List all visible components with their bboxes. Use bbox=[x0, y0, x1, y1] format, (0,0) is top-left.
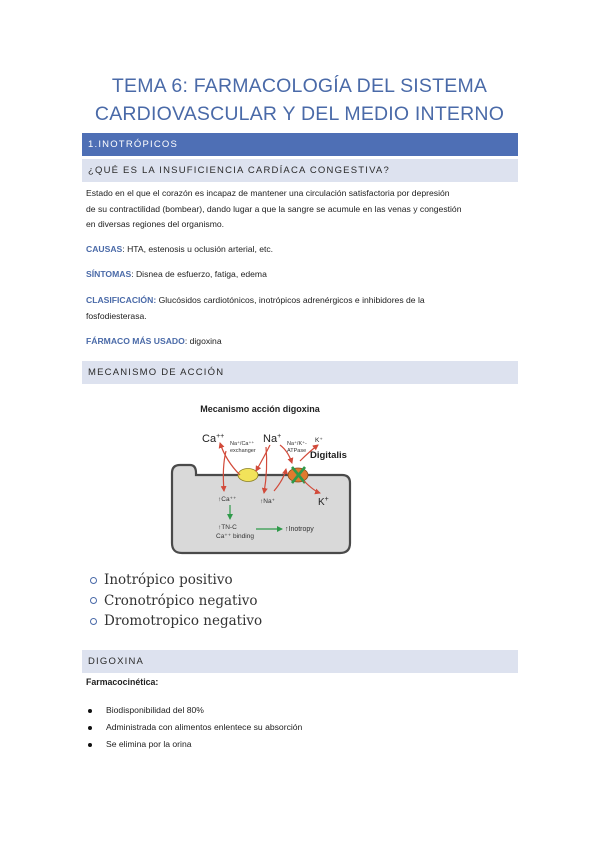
bullet-icon bbox=[88, 709, 92, 713]
circle-bullet-icon bbox=[90, 577, 97, 584]
exchanger-label-2: exchanger bbox=[230, 448, 256, 454]
farmaco-label: FÁRMACO MÁS USADO bbox=[86, 336, 185, 346]
section-header-digoxina: DIGOXINA bbox=[82, 650, 518, 673]
figure-title: Mecanismo acción digoxina bbox=[200, 404, 320, 414]
na-label: Na+ bbox=[263, 433, 282, 445]
clasificacion-line bbox=[86, 293, 516, 309]
effect-text: Cronotrópico negativo bbox=[104, 592, 258, 609]
digitalis-label: Digitalis bbox=[310, 450, 347, 461]
tnc-label-1: ↑TN-C bbox=[218, 524, 237, 531]
causas-label: CAUSAS bbox=[86, 244, 123, 254]
list-item bbox=[86, 702, 302, 719]
definition-line: de su contractilidad (bombear), dando lugar a que la sangre se acumule en las venas y congestión bbox=[86, 203, 462, 214]
circle-bullet-icon bbox=[90, 618, 97, 625]
cell-membrane-shape bbox=[172, 465, 350, 553]
farmacocinetica-heading: Farmacocinética: bbox=[86, 677, 159, 687]
section-header-mecanismo: MECANISMO DE ACCIÓN bbox=[82, 361, 518, 384]
definition-paragraph bbox=[86, 186, 516, 233]
clasificacion-paragraph bbox=[86, 293, 516, 324]
sintomas-label: SÍNTOMAS bbox=[86, 269, 132, 279]
ca-inside-label: ↑Ca⁺⁺ bbox=[218, 496, 237, 503]
effect-item bbox=[88, 591, 262, 612]
causas-text: : HTA, estenosis u oclusión arterial, etc. bbox=[122, 244, 274, 254]
effect-item bbox=[88, 611, 262, 632]
document-title-line-1: TEMA 6: FARMACOLOGÍA DEL SISTEMA bbox=[111, 75, 488, 97]
bullet-icon bbox=[88, 743, 92, 747]
circle-bullet-icon bbox=[90, 597, 97, 604]
bullet-icon bbox=[88, 726, 92, 730]
na-inside-label: ↑Na⁺ bbox=[260, 498, 275, 505]
list-item-text: Biodisponibilidad del 80% bbox=[106, 705, 204, 715]
list-item bbox=[86, 719, 302, 736]
farmaco-paragraph bbox=[86, 334, 516, 350]
farmaco-text: : digoxina bbox=[184, 336, 222, 346]
subsection-header-icc: ¿QUÉ ES LA INSUFICIENCIA CARDÍACA CONGESTIVA? bbox=[82, 159, 518, 182]
clasificacion-label: CLASIFICACIÓN: bbox=[86, 295, 157, 305]
sintomas-paragraph bbox=[86, 267, 516, 283]
definition-line: en diversas regiones del organismo. bbox=[86, 219, 225, 229]
atpase-label-2: ATPase bbox=[287, 448, 307, 454]
list-item bbox=[86, 736, 302, 753]
atpase-label-1: Na⁺/K⁺- bbox=[287, 441, 307, 447]
list-item-text: Se elimina por la orina bbox=[106, 739, 192, 749]
ca-label: Ca++ bbox=[202, 433, 225, 445]
effect-text: Dromotropico negativo bbox=[104, 613, 263, 629]
document-title-line-2: CARDIOVASCULAR Y DEL MEDIO INTERNO bbox=[94, 103, 505, 125]
section-header-inotropicos: 1.INOTRÓPICOS bbox=[82, 133, 518, 156]
exchanger-label-1: Na⁺/Ca⁺⁺ bbox=[230, 441, 255, 447]
effect-item bbox=[88, 570, 262, 591]
clasificacion-line: fosfodiesterasa. bbox=[86, 310, 147, 321]
clasificacion-text: Glucósidos cardiotónicos, inotrópicos adrenérgicos e inhibidores de la bbox=[156, 295, 425, 305]
farmacocinetica-list bbox=[86, 702, 302, 753]
k-top-label: K⁺ bbox=[315, 437, 323, 444]
list-item-text: Administrada con alimentos enlentece su absorción bbox=[106, 722, 303, 732]
sintomas-text: : Disnea de esfuerzo, fatiga, edema bbox=[131, 269, 267, 279]
digoxin-mechanism-figure bbox=[160, 395, 360, 555]
na-ca-exchanger-shape bbox=[238, 469, 258, 482]
inotropy-label: ↑Inotropy bbox=[285, 526, 314, 533]
effects-list bbox=[88, 570, 262, 632]
causas-paragraph bbox=[86, 242, 516, 258]
effect-text: Inotrópico positivo bbox=[104, 572, 233, 588]
k-right-label: K+ bbox=[318, 496, 329, 508]
tnc-label-2: Ca⁺⁺ binding bbox=[216, 533, 254, 540]
definition-line: Estado en el que el corazón es incapaz de mantener una circulación satisfactoria por depresión bbox=[86, 188, 450, 198]
